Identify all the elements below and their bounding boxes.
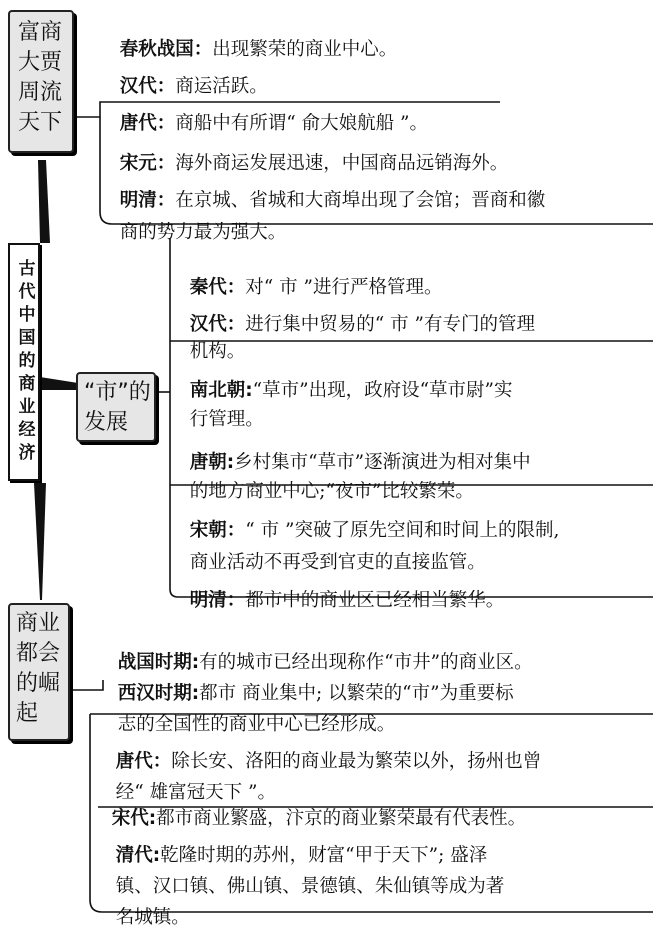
spine-top — [38, 160, 50, 243]
item-text: 商的势力最为强大。 — [119, 222, 287, 243]
item-text: 乾隆时期的苏州，财富“甲于天下”; 盛泽 — [160, 845, 488, 866]
branch-3-title-line: 的崛 — [16, 671, 61, 696]
branch-1-title-line: 周流 — [18, 80, 63, 105]
center-title: 古代中国的商业经济 — [14, 258, 35, 466]
item-text: 除长安、洛阳的商业最为繁荣以外，扬州也曾 — [171, 751, 542, 772]
item-text: 机构。 — [189, 341, 246, 362]
item-text: 的地方商业中心;“夜市”比较繁荣。 — [189, 481, 474, 502]
branch-3-title-line: 起 — [16, 701, 39, 726]
item-label: 明清： — [189, 590, 246, 611]
item-text: 海外商运发展迅速，中国商品远销海外。 — [175, 153, 509, 174]
item-text: 商业活动不再受到官吏的直接监管。 — [189, 552, 486, 573]
branch-3-link — [70, 680, 103, 690]
branch-3-title-line: 商业 — [16, 611, 61, 636]
item-text: 都市商业繁盛，汴京的商业繁荣最有代表性。 — [156, 808, 527, 829]
spine-bottom — [34, 483, 46, 600]
branch-2-item-ming-qing — [178, 562, 504, 614]
item-text: 镇、汉口镇、佛山镇、景德镇、朱仙镇等成为著 — [115, 876, 505, 897]
branch-3-item-qing-cont-2 — [104, 879, 190, 931]
item-label: 宋元： — [119, 153, 176, 174]
item-label: 宋代: — [111, 808, 157, 829]
item-text: “草市”出现，政府设“草市尉”实 — [252, 380, 513, 401]
spine-mid — [40, 377, 78, 390]
item-text: “ 市 ”突破了原先空间和时间上的限制, — [245, 520, 560, 541]
item-text: 都市 商业集中; 以繁荣的“市”为重要标 — [199, 683, 514, 704]
item-text: 志的全国性的商业中心已经形成。 — [117, 714, 396, 735]
branch-1-title-box — [8, 10, 74, 153]
center-title-box — [8, 243, 40, 481]
item-text: 乡村集市“草市”逐渐演进为相对集中 — [234, 452, 531, 473]
branch-2-title-line: “市”的 — [84, 380, 151, 405]
item-label: 唐代： — [115, 751, 172, 772]
item-label: 唐代： — [119, 113, 176, 134]
item-label: 唐朝: — [189, 452, 235, 473]
item-label: 南北朝: — [189, 380, 253, 401]
item-text: 在京城、省城和大商埠出现了会馆；晋商和徽 — [175, 190, 546, 211]
item-text: 行管理。 — [189, 409, 264, 430]
item-text: 商船中有所谓“ 俞大娘航船 ”。 — [175, 113, 428, 134]
item-label: 秦代： — [189, 277, 246, 298]
branch-1-title-line: 大贾 — [18, 50, 63, 75]
item-label: 清代: — [115, 845, 161, 866]
item-text: 对“ 市 ”进行严格管理。 — [245, 277, 443, 298]
item-label: 汉代： — [189, 314, 246, 335]
item-text: 进行集中贸易的“ 市 ”有专门的管理 — [245, 314, 535, 335]
item-text: 都市中的商业区已经相当繁华。 — [245, 590, 505, 611]
item-label: 春秋战国： — [119, 39, 213, 60]
branch-2-title-line: 发展 — [84, 410, 129, 435]
branch-3-title-line: 都会 — [16, 641, 61, 666]
branch-1-title-line: 天下 — [18, 110, 63, 135]
item-text: 经“ 雄富冠天下 ”。 — [115, 782, 276, 803]
item-label: 西汉时期: — [117, 683, 200, 704]
item-text: 商运活跃。 — [175, 76, 268, 97]
item-text: 出现繁荣的商业中心。 — [212, 39, 398, 60]
item-label: 战国时期: — [117, 652, 200, 673]
item-label: 汉代： — [119, 76, 176, 97]
branch-1-item-ming-qing-cont — [108, 194, 286, 246]
item-label: 明清： — [119, 190, 176, 211]
branch-1-title-line: 富商 — [18, 20, 63, 45]
item-text: 有的城市已经出现称作“市井”的商业区。 — [199, 652, 533, 673]
branch-3-title-box — [8, 603, 70, 741]
item-label: 宋朝： — [189, 520, 246, 541]
branch-2-title-box — [76, 372, 156, 442]
item-text: 名城镇。 — [115, 907, 190, 928]
